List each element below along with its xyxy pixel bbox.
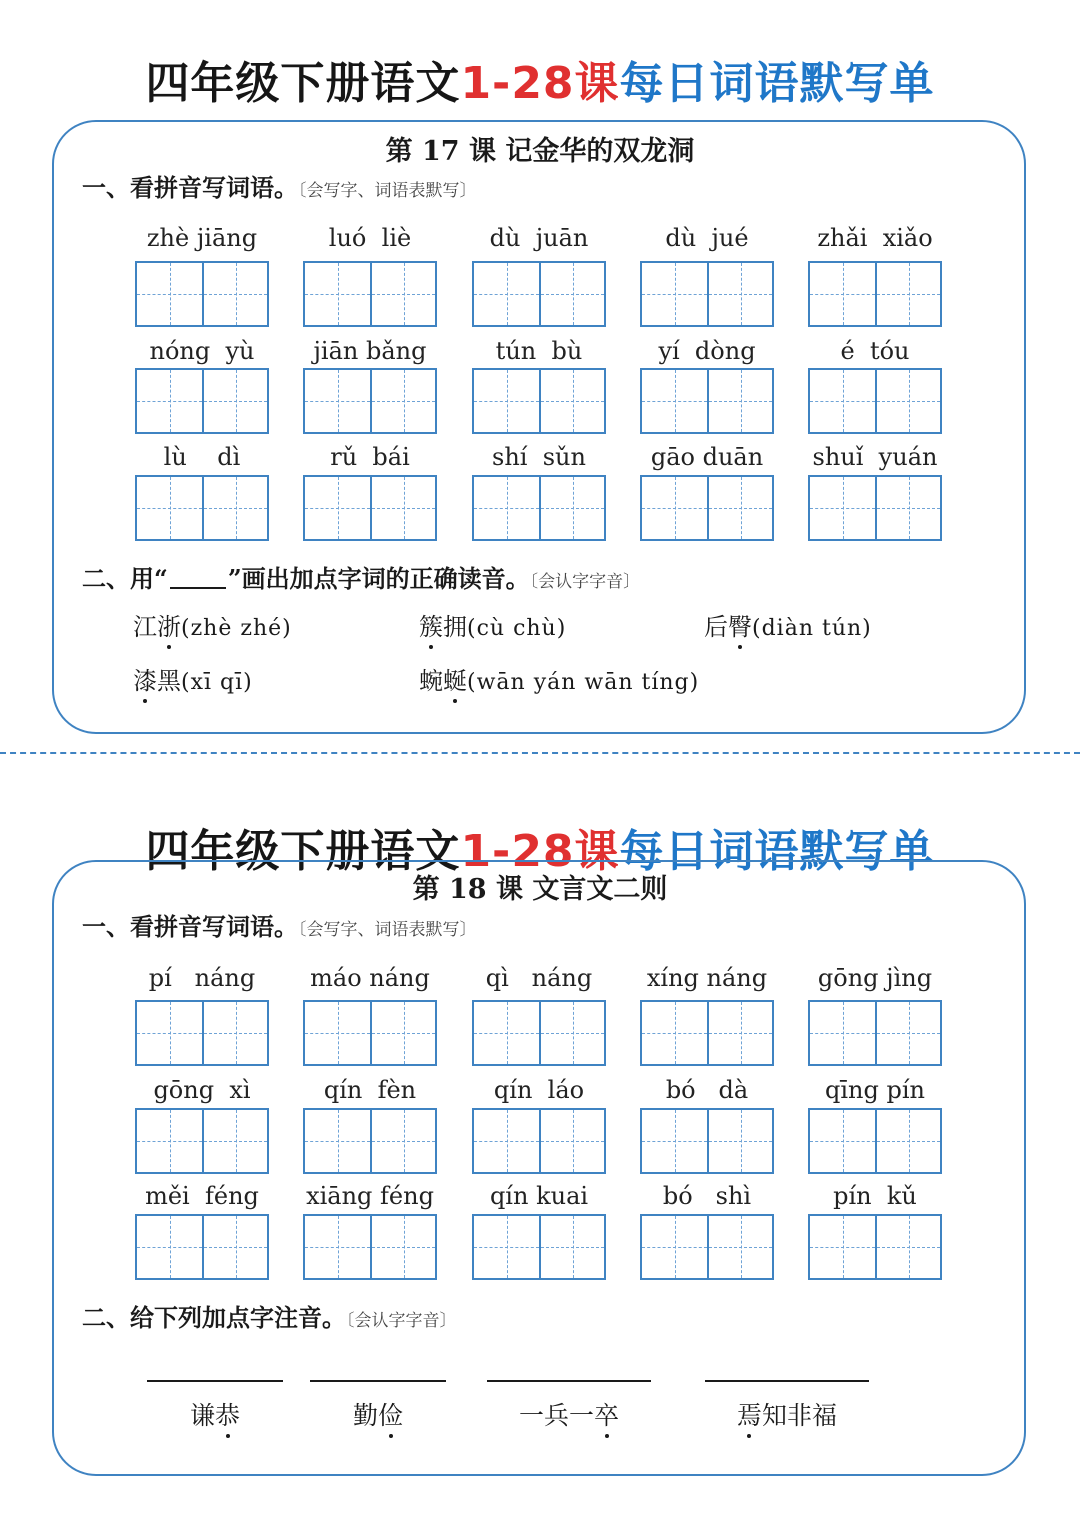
reading-item <box>419 612 566 644</box>
dotted-character: 漆 <box>133 666 157 697</box>
dotted-character: 卒 <box>594 1396 619 1432</box>
pinyin-label: rǔ bái <box>330 443 410 471</box>
writing-cell[interactable] <box>305 477 370 539</box>
writing-cell[interactable] <box>539 477 604 539</box>
character: 福 <box>812 1401 838 1430</box>
writing-grid[interactable] <box>640 368 774 434</box>
writing-cell[interactable] <box>642 370 707 432</box>
dotted-character: 浙 <box>157 612 181 643</box>
pinyin-label: zhǎi xiǎo <box>817 224 933 252</box>
character: 非 <box>787 1401 813 1430</box>
writing-cell[interactable] <box>305 1110 370 1172</box>
writing-cell[interactable] <box>642 1002 707 1064</box>
writing-grid[interactable] <box>808 1000 942 1066</box>
writing-cell[interactable] <box>474 477 539 539</box>
writing-cell[interactable] <box>810 1216 875 1278</box>
answer-line[interactable] <box>310 1380 446 1382</box>
writing-cell[interactable] <box>539 1002 604 1064</box>
pinyin-label: shí sǔn <box>492 443 586 471</box>
dotted-character: 恭 <box>215 1396 240 1432</box>
writing-cell[interactable] <box>474 370 539 432</box>
character: 一 <box>518 1401 544 1430</box>
pinyin-label: qín kuai <box>489 1182 589 1210</box>
annotate-word <box>147 1396 283 1432</box>
writing-grid[interactable] <box>303 1108 437 1174</box>
writing-cell[interactable] <box>370 370 435 432</box>
pinyin-label: xiāng féng <box>306 1182 434 1210</box>
writing-cell[interactable] <box>202 1110 267 1172</box>
pinyin-label: nóng yù <box>149 337 255 365</box>
writing-cell[interactable] <box>370 477 435 539</box>
character: 后 <box>704 613 728 641</box>
writing-grid[interactable] <box>640 261 774 327</box>
reading-item <box>704 612 872 644</box>
lesson-title: 第 18 课 文言文二则 <box>412 874 668 905</box>
writing-cell[interactable] <box>202 1216 267 1278</box>
writing-cell[interactable] <box>370 1110 435 1172</box>
character: 蜿 <box>419 667 443 695</box>
reading-item <box>419 666 699 698</box>
writing-grid[interactable] <box>808 261 942 327</box>
underline-sample <box>170 587 226 589</box>
writing-cell[interactable] <box>875 477 940 539</box>
writing-grid[interactable] <box>135 1108 269 1174</box>
pinyin-label: lù dì <box>163 443 241 471</box>
character: 一 <box>569 1401 595 1430</box>
pinyin-label: luó liè <box>328 224 412 252</box>
writing-grid[interactable] <box>303 368 437 434</box>
pinyin-label: xíng náng <box>646 964 768 992</box>
pinyin-label: dù jué <box>665 224 749 252</box>
writing-cell[interactable] <box>539 1110 604 1172</box>
writing-cell[interactable] <box>539 1216 604 1278</box>
writing-cell[interactable] <box>810 477 875 539</box>
writing-grid[interactable] <box>472 368 606 434</box>
writing-cell[interactable] <box>474 263 539 325</box>
reading-options[interactable]: (wān yán wān tíng) <box>467 670 700 695</box>
writing-cell[interactable] <box>875 1002 940 1064</box>
pinyin-label: gāo duān <box>650 443 764 471</box>
writing-cell[interactable] <box>137 1216 202 1278</box>
writing-cell[interactable] <box>474 1110 539 1172</box>
writing-cell[interactable] <box>810 370 875 432</box>
writing-cell[interactable] <box>875 370 940 432</box>
writing-grid[interactable] <box>472 1000 606 1066</box>
writing-cell[interactable] <box>875 1110 940 1172</box>
character: 兵 <box>543 1401 569 1430</box>
reading-item <box>133 666 253 698</box>
dotted-character: 蜒 <box>443 666 467 697</box>
annotate-word <box>705 1396 869 1432</box>
writing-cell[interactable] <box>474 1002 539 1064</box>
writing-cell[interactable] <box>137 263 202 325</box>
character: 勤 <box>352 1401 378 1430</box>
writing-cell[interactable] <box>642 263 707 325</box>
writing-cell[interactable] <box>202 477 267 539</box>
answer-line[interactable] <box>705 1380 869 1382</box>
dotted-character: 俭 <box>378 1396 403 1432</box>
writing-cell[interactable] <box>810 1110 875 1172</box>
pinyin-label: qín láo <box>493 1076 585 1104</box>
writing-cell[interactable] <box>707 263 772 325</box>
pinyin-label: pín kǔ <box>833 1182 917 1210</box>
writing-grid[interactable] <box>135 475 269 541</box>
writing-cell[interactable] <box>810 263 875 325</box>
writing-cell[interactable] <box>642 1110 707 1172</box>
writing-cell[interactable] <box>202 1002 267 1064</box>
writing-grid[interactable] <box>472 475 606 541</box>
writing-cell[interactable] <box>707 370 772 432</box>
writing-grid[interactable] <box>808 475 942 541</box>
writing-grid[interactable] <box>472 1108 606 1174</box>
writing-grid[interactable] <box>472 1214 606 1280</box>
writing-grid[interactable] <box>135 1214 269 1280</box>
pinyin-label: bó shì <box>662 1182 752 1210</box>
reading-options[interactable]: (zhè zhé) <box>181 616 292 641</box>
writing-cell[interactable] <box>707 1002 772 1064</box>
pinyin-label: tún bù <box>495 337 583 365</box>
writing-grid[interactable] <box>303 261 437 327</box>
annotate-word <box>487 1396 651 1432</box>
writing-grid[interactable] <box>303 1000 437 1066</box>
pinyin-label: pí náng <box>148 964 256 992</box>
worksheet-lesson-17 <box>0 0 1080 740</box>
writing-cell[interactable] <box>305 1002 370 1064</box>
section-heading-pinyin-writing: 一、看拼音写词语。〔会写字、词语表默写〕 <box>82 912 477 941</box>
reading-options[interactable]: (diàn tún) <box>752 616 872 641</box>
answer-line[interactable] <box>147 1380 283 1382</box>
writing-grid[interactable] <box>808 368 942 434</box>
pinyin-label: qín fèn <box>323 1076 417 1104</box>
pinyin-label: gōng jìng <box>817 964 933 992</box>
cut-line <box>0 752 1080 754</box>
pinyin-label: yí dòng <box>658 337 756 365</box>
worksheet-title: 四年级下册语文1-28课每日词语默写单 <box>145 58 935 109</box>
writing-grid[interactable] <box>135 1000 269 1066</box>
worksheet-lesson-18 <box>0 768 1080 1508</box>
writing-cell[interactable] <box>642 477 707 539</box>
writing-cell[interactable] <box>642 1216 707 1278</box>
writing-grid[interactable] <box>303 475 437 541</box>
writing-cell[interactable] <box>202 263 267 325</box>
writing-cell[interactable] <box>707 1110 772 1172</box>
pinyin-label: é tóu <box>840 337 910 365</box>
writing-cell[interactable] <box>370 1002 435 1064</box>
writing-grid[interactable] <box>640 1214 774 1280</box>
pinyin-label: máo náng <box>310 964 430 992</box>
reading-item <box>133 612 292 644</box>
writing-cell[interactable] <box>305 370 370 432</box>
worksheet-title: 四年级下册语文1-28课每日词语默写单 <box>145 826 935 877</box>
dotted-character: 簇 <box>419 612 443 643</box>
writing-cell[interactable] <box>875 1216 940 1278</box>
writing-grid[interactable] <box>808 1214 942 1280</box>
reading-options[interactable]: (xī qī) <box>181 670 253 695</box>
writing-cell[interactable] <box>474 1216 539 1278</box>
writing-grid[interactable] <box>303 1214 437 1280</box>
pinyin-label: jiān bǎng <box>313 337 427 365</box>
writing-grid[interactable] <box>640 1000 774 1066</box>
writing-cell[interactable] <box>539 370 604 432</box>
writing-cell[interactable] <box>137 1110 202 1172</box>
character: 黑 <box>157 667 181 695</box>
pinyin-label: shuǐ yuán <box>812 443 938 471</box>
pinyin-label: dù juān <box>489 224 589 252</box>
pinyin-label: zhè jiāng <box>146 224 258 252</box>
section-heading-pinyin-writing: 一、看拼音写词语。〔会写字、词语表默写〕 <box>82 173 477 202</box>
writing-cell[interactable] <box>810 1002 875 1064</box>
writing-cell[interactable] <box>305 1216 370 1278</box>
writing-cell[interactable] <box>370 1216 435 1278</box>
pinyin-label: qīng pín <box>825 1076 925 1104</box>
character: 拥 <box>443 613 467 641</box>
character: 知 <box>761 1401 787 1430</box>
section-heading-annotate: 二、给下列加点字注音。〔会认字字音〕 <box>82 1303 457 1332</box>
writing-grid[interactable] <box>135 368 269 434</box>
pinyin-label: bó dà <box>665 1076 749 1104</box>
writing-grid[interactable] <box>640 1108 774 1174</box>
annotate-word <box>310 1396 446 1432</box>
writing-cell[interactable] <box>137 1002 202 1064</box>
dotted-character: 臀 <box>728 612 752 643</box>
writing-cell[interactable] <box>707 477 772 539</box>
writing-grid[interactable] <box>808 1108 942 1174</box>
writing-cell[interactable] <box>875 263 940 325</box>
dotted-character: 焉 <box>737 1396 762 1432</box>
pinyin-label: qì náng <box>485 964 593 992</box>
writing-cell[interactable] <box>137 370 202 432</box>
section-heading-choose-reading: 二、用“ ”画出加点字词的正确读音。〔会认字字音〕 <box>82 564 641 593</box>
writing-grid[interactable] <box>640 475 774 541</box>
writing-cell[interactable] <box>305 263 370 325</box>
writing-cell[interactable] <box>707 1216 772 1278</box>
lesson-title: 第 17 课 记金华的双龙洞 <box>385 136 695 167</box>
writing-grid[interactable] <box>472 261 606 327</box>
answer-line[interactable] <box>487 1380 651 1382</box>
writing-grid[interactable] <box>135 261 269 327</box>
writing-cell[interactable] <box>370 263 435 325</box>
pinyin-label: měi féng <box>145 1182 259 1210</box>
writing-cell[interactable] <box>137 477 202 539</box>
writing-cell[interactable] <box>202 370 267 432</box>
character: 江 <box>133 613 157 641</box>
character: 谦 <box>189 1401 215 1430</box>
pinyin-label: gōng xì <box>153 1076 251 1104</box>
reading-options[interactable]: (cù chù) <box>467 616 567 641</box>
writing-cell[interactable] <box>539 263 604 325</box>
